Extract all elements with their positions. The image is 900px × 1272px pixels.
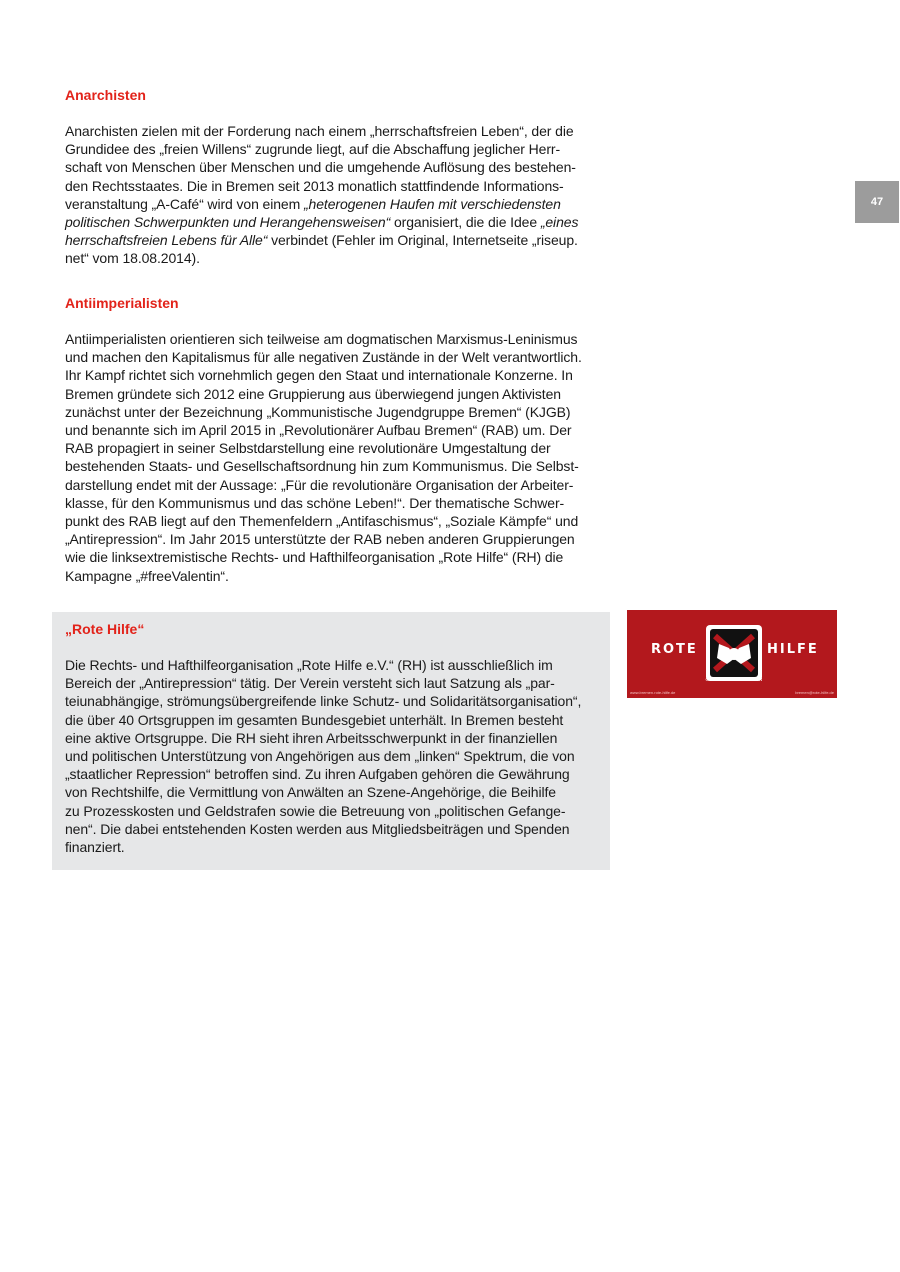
infobox-content	[65, 620, 605, 856]
infobox-rote-hilfe	[52, 612, 610, 870]
text-line: nen“. Die dabei entstehenden Kosten werden aus Mitgliedsbeiträgen und Spenden	[65, 820, 570, 837]
text-line	[65, 213, 610, 231]
text-line: und benannte sich im April 2015 in „Revolutionärer Aufbau Bremen“ (RAB) um. Der	[65, 422, 572, 439]
logo-footer-left: www.bremen.rote-hilfe.de	[630, 690, 676, 695]
logo-word-hilfe: HILFE	[767, 642, 819, 657]
logo-footer-right: bremen@rote-hilfe.de	[795, 690, 834, 695]
text-line: Grundidee des „freien Willens“ zugrunde liegt, auf die Abschaffung jeglicher Herr-	[65, 141, 561, 158]
text-line	[65, 195, 610, 213]
heading-rote-hilfe: „Rote Hilfe“	[65, 621, 145, 637]
paragraph-antiimperialisten	[65, 330, 610, 585]
text-line: die über 40 Ortsgruppen im gesamten Bundesgebiet unterhält. In Bremen besteht	[65, 711, 564, 728]
text-line: punkt des RAB liegt auf den Themenfeldern „Antifaschismus“, „Soziale Kämpfe“ und	[65, 513, 579, 530]
fist-emblem-icon	[705, 624, 763, 682]
text-line: Anarchisten zielen mit der Forderung nach einem „herrschaftsfreien Leben“, der die	[65, 123, 574, 139]
text-line: net“ vom 18.08.2014).	[65, 250, 200, 267]
section-anarchisten	[65, 86, 610, 268]
text-segment: verbindet (Fehler im Original, Internetseite „riseup.	[267, 232, 578, 249]
text-line: Antiimperialisten orientieren sich teilweise am dogmatischen Marxismus-Leninismus	[65, 331, 578, 347]
text-segment: organisiert, die die Idee	[390, 214, 541, 231]
text-line: Ihr Kampf richtet sich vornehmlich gegen den Staat und internationale Konzerne. In	[65, 367, 573, 384]
text-line	[65, 231, 610, 249]
text-line: teiunabhängige, strömungsübergreifende linke Schutz- und Solidaritätsorganisation“,	[65, 693, 582, 710]
text-line: und machen den Kapitalismus für alle negativen Zustände in der Welt verantwortlich.	[65, 349, 582, 366]
text-line: wie die linksextremistische Rechts- und Hafthilfeorganisation „Rote Hilfe“ (RH) die	[65, 549, 564, 566]
text-line: finanziert.	[65, 839, 125, 856]
quote-herrschaftsfrei: herrschaftsfreien Lebens für Alle“	[65, 232, 268, 249]
heading-anarchisten: Anarchisten	[65, 87, 146, 103]
quote-eines: „eines	[540, 214, 579, 231]
text-line: darstellung endet mit der Aussage: „Für die revolutionäre Organisation der Arbeiter-	[65, 476, 574, 493]
text-line: Bremen gründete sich 2012 eine Gruppierung aus überwiegend jungen Aktivisten	[65, 385, 561, 402]
text-line: schaft von Menschen über Menschen und die umgehende Auflösung des bestehen-	[65, 159, 576, 176]
text-line: von Rechtshilfe, die Vermittlung von Anwälten an Szene-Angehörige, die Beihilfe	[65, 784, 556, 801]
text-line: „staatlicher Repression“ betroffen sind. Zu ihren Aufgaben gehören die Gewährung	[65, 766, 570, 783]
text-line: den Rechtsstaates. Die in Bremen seit 2013 monatlich stattfindende Informations-	[65, 177, 564, 194]
text-line: zu Prozesskosten und Geldstrafen sowie die Betreuung von „politischen Gefange-	[65, 802, 566, 819]
text-line: Kampagne „#freeValentin“.	[65, 567, 229, 584]
text-line: eine aktive Ortsgruppe. Die RH sieht ihren Arbeitsschwerpunkt in der finanziellen	[65, 729, 558, 746]
text-line: und politischen Unterstützung von Angehörigen aus dem „linken“ Spektrum, die von	[65, 748, 575, 765]
text-line: RAB propagiert in seiner Selbstdarstellung eine revolutionäre Umgestaltung der	[65, 440, 551, 457]
logo-subline: ORTSGRUPPE BREMEN	[705, 677, 763, 682]
text-line: bestehenden Staats- und Gesellschaftsordnung hin zum Kommunismus. Die Selbst-	[65, 458, 579, 475]
page-number: 47	[855, 181, 899, 223]
text-line: klasse, für den Kommunismus und das schöne Leben!“. Der thematische Schwer-	[65, 494, 565, 511]
heading-antiimperialisten: Antiimperialisten	[65, 295, 179, 311]
text-segment: veranstaltung „A-Café“ wird von einem	[65, 195, 304, 212]
section-antiimperialisten	[65, 294, 610, 585]
text-line: zunächst unter der Bezeichnung „Kommunistische Jugendgruppe Bremen“ (KJGB)	[65, 403, 571, 420]
logo-word-rote: ROTE	[651, 642, 698, 657]
quote-heterogenen: „heterogenen Haufen mit verschiedensten	[303, 195, 561, 212]
rote-hilfe-logo	[627, 610, 837, 698]
paragraph-anarchisten	[65, 122, 610, 268]
paragraph-rote-hilfe	[65, 656, 605, 856]
text-line: Die Rechts- und Hafthilfeorganisation „Rote Hilfe e.V.“ (RH) ist ausschließlich im	[65, 657, 553, 673]
quote-schwerpunkte: politischen Schwerpunkten und Herangehensweisen“	[65, 214, 391, 231]
text-line: „Antirepression“. Im Jahr 2015 unterstützte der RAB neben anderen Gruppierungen	[65, 531, 575, 548]
text-line: Bereich der „Antirepression“ tätig. Der Verein versteht sich laut Satzung als „par-	[65, 675, 555, 692]
